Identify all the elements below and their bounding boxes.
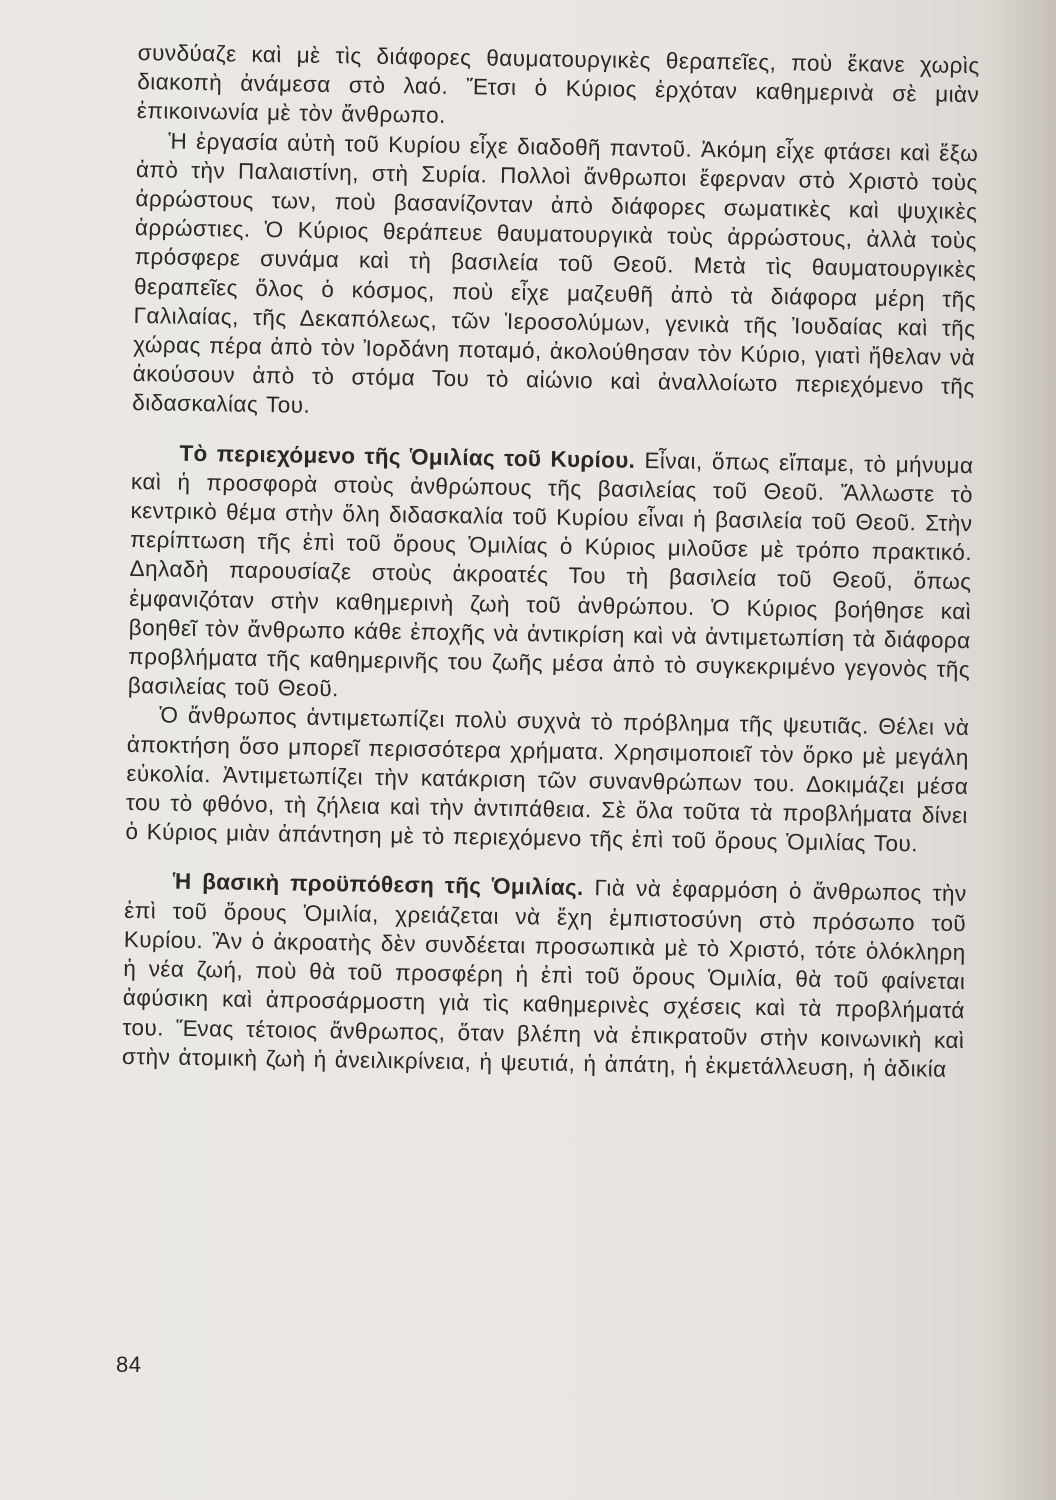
paragraph-continuation: συνδύαζε καὶ μὲ τὶς διάφορες θαυματουργικὲς θεραπεῖες, ποὺ ἔκανε χωρὶς διακοπὴ ἀνάμεσα στὸ λαό. Ἔτσι ὁ Κύριος ἐρχόταν καθημερινὰ σὲ μιὰν ἐπικοινωνία μὲ τὸν ἄνθρωπο. (136, 39, 980, 129)
paragraph: Ὁ ἄνθρωπος ἀντιμετωπίζει πολὺ συχνὰ τὸ πρόβλημα τῆς ψευτιᾶς. Θέλει νὰ ἀποκτήση ὅσο μπορεῖ περισσότερα χρήματα. Χρησιμοποιεῖ τὸν ὅρκο μὲ μεγάλη εὐκολία. Ἀντιμετωπίζει τὴν κατάκριση τῶν συνανθρώπων του. Δοκιμάζει μέσα του τὸ φθόνο, τὴ ζήλεια καὶ τὴν ἀντιπάθεια. Σὲ ὅλα τοῦτα τὰ προβλήματα δίνει ὁ Κύριος μιὰν ἀπάντηση μὲ τὸ περιεχόμενο τῆς ἐπὶ τοῦ ὄρους Ὁμιλίας Του. (125, 702, 970, 857)
section-paragraph (128, 438, 974, 714)
section-body: Εἶναι, ὅπως εἴπαμε, τὸ μήνυμα καὶ ἡ προσφορὰ στοὺς ἀνθρώπους τῆς βασιλείας τοῦ Θεοῦ. Ἄλλωστε τὸ κεντρικὸ θέμα στὴν ὅλη διδασκαλία τοῦ Κυρίου εἶναι ἡ βασιλεία τοῦ Θεοῦ. Στὴν περίπτωση τῆς ἐπὶ τοῦ ὄρους Ὁμιλίας ὁ Κύριος μιλοῦσε μὲ τρόπο πρακτικό. Δηλαδὴ παρουσίαζε στοὺς ἀκροατές Του τὴ βασιλεία τοῦ Θεοῦ, ὅπως ἐμφανιζόταν στὴν καθημερινὴ ζωὴ τοῦ ἀνθρώπου. Ὁ Κύριος βοήθησε καὶ βοηθεῖ τὸν ἄνθρωπο κάθε ἐποχῆς νὰ ἀντικρίση καὶ νὰ ἀντιμετωπίση τὰ διάφορα προβλήματα τῆς καθημερινῆς του ζωῆς μέσα ἀπὸ τὸ συγκεκριμένο γεγονὸς τῆς βασιλείας τοῦ Θεοῦ. (127, 447, 974, 702)
page-number: 84 (116, 1352, 142, 1377)
body-text (122, 38, 980, 1084)
section-heading: Ἡ βασικὴ προϋπόθεση τῆς Ὁμιλίας. (172, 869, 584, 901)
section-heading: Τὸ περιεχόμενο τῆς Ὁμιλίας τοῦ Κυρίου. (179, 440, 636, 473)
section-body: Γιὰ νὰ ἐφαρμόση ὁ ἄνθρωπος τὴν ἐπὶ τοῦ ὄρους Ὁμιλία, χρειάζεται νὰ ἔχη ἐμπιστοσύνη στὸ πρόσωπο τοῦ Κυρίου. Ἂν ὁ ἀκροατὴς δὲν συνδέεται προσωπικὰ μὲ τὸ Χριστό, τότε ὁλόκληρη ἡ νέα ζωή, ποὺ θὰ τοῦ προσφέρη ἡ ἐπὶ τοῦ ὄρους Ὁμιλία, θὰ τοῦ φαίνεται ἀφύσικη καὶ ἀπροσάρμοστη γιὰ τὶς καθημερινὲς σχέσεις καὶ τὰ προβλήματά του. Ἕνας τέτοιος ἄνθρωπος, ὅταν βλέπη νὰ ἐπικρατοῦν στὴν κοινωνικὴ καὶ στὴν ἀτομικὴ ζωὴ ἡ ἀνειλικρίνεια, ἡ ψευτιά, ἡ ἀπάτη, ἡ ἐκμετάλλευση, ἡ ἀδικία (121, 875, 967, 1082)
paragraph: Ἡ ἐργασία αὐτὴ τοῦ Κυρίου εἶχε διαδοθῆ παντοῦ. Ἀκόμη εἶχε φτάσει καὶ ἔξω ἀπὸ τὴν Παλαιστίνη, στὴ Συρία. Πολλοὶ ἄνθρωποι ἔφερναν στὸ Χριστὸ τοὺς ἀρρώστους των, ποὺ βασανίζονταν ἀπὸ διάφορες σωματικὲς καὶ ψυχικὲς ἀρρώστιες. Ὁ Κύριος θεράπευε θαυματουργικὰ τοὺς ἀρρώστους, ἀλλὰ τοὺς πρόσφερε συνάμα καὶ τὴ βασιλεία τοῦ Θεοῦ. Μετὰ τὶς θαυματουργικὲς θεραπεῖες ὅλος ὁ κόσμος, ποὺ εἶχε μαζευθῆ ἀπὸ τὰ διάφορα μέρη τῆς Γαλιλαίας, τῆς Δεκαπόλεως, τῶν Ἱεροσολύμων, γενικὰ τῆς Ἰουδαίας καὶ τῆς χώρας πέρα ἀπὸ τὸν Ἰορδάνη ποταμό, ἀκολούθησαν τὸν Κύριο, γιατὶ ἤθελαν νὰ ἀκούσουν ἀπὸ τὸ στόμα Του τὸ αἰώνιο καὶ ἀναλλοίωτο περιεχόμενο τῆς διδασκαλίας Του. (132, 128, 979, 419)
page-edge-shadow (996, 0, 1056, 1500)
section-paragraph (122, 866, 967, 1084)
